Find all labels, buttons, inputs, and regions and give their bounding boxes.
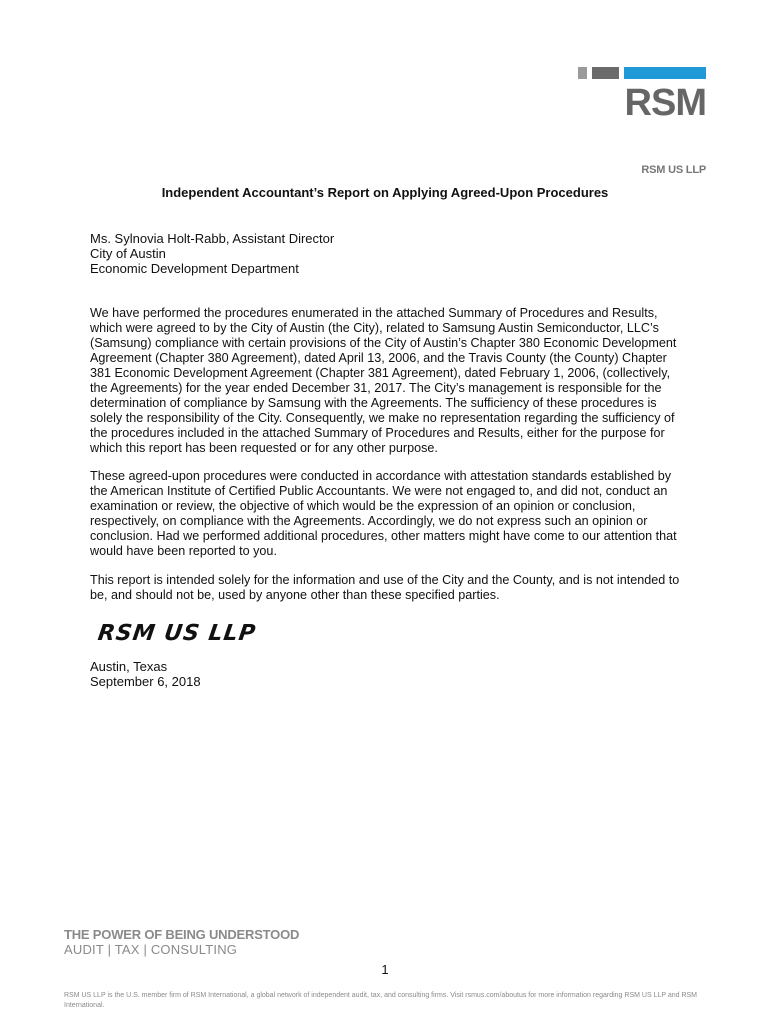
addressee-block	[90, 231, 334, 276]
signing-location: Austin, Texas	[90, 659, 168, 674]
rsm-logo	[578, 67, 706, 125]
logo-bar-dark	[592, 67, 619, 79]
footer-disclaimer: RSM US LLP is the U.S. member firm of RSM International, a global network of independent audit, tax, and consulting firms. Visit rsmus.com/aboutus for more information regarding RSM US LLP and RSM International.	[64, 992, 698, 1009]
logo-bar-light	[578, 67, 587, 79]
logo-text: RSM	[624, 82, 706, 124]
tagline: THE POWER OF BEING UNDERSTOOD	[64, 927, 300, 942]
page-number: 1	[381, 962, 389, 977]
addressee-city: City of Austin	[90, 246, 166, 261]
report-date: September 6, 2018	[90, 674, 201, 689]
paragraph-standards: These agreed-upon procedures were conducted in accordance with attestation standards established by the American Institute of Certified Public Accountants. We were not engaged to, and did not, conduct an examination or review, the objective of which would be the expression of an opinion or conclusion, respectively, on compliance with the Agreements. Accordingly, we do not express such an opinion or conclusion. Had we performed additional procedures, other matters might have come to our attention that would have been reported to you.	[90, 469, 677, 558]
firm-name: RSM US LLP	[641, 164, 706, 176]
paragraph-procedures: We have performed the procedures enumerated in the attached Summary of Procedures and Results, which were agreed to by the City of Austin (the City), related to Samsung Austin Semiconductor, LLC’s (Samsung) compliance with certain provisions of the City of Austin’s Chapter 380 Economic Development Agreement (Chapter 380 Agreement), dated April 13, 2006, and the Travis County (the County) Chapter 381 Economic Development Agreement (Chapter 381 Agreement), dated February 1, 2006, (collectively, the Agreements) for the year ended December 31, 2017. The City’s management is responsible for the determination of compliance by Samsung with the Agreements. The sufficiency of these procedures is solely the responsibility of the City. Consequently, we make no representation regarding the sufficiency of the procedures included in the attached Summary of Procedures and Results, either for the purpose for which this report has been requested or for any other purpose.	[90, 306, 677, 455]
addressee-department: Economic Development Department	[90, 261, 299, 276]
logo-bar-blue	[624, 67, 706, 79]
services-line: AUDIT | TAX | CONSULTING	[64, 942, 238, 957]
addressee-name: Ms. Sylnovia Holt-Rabb, Assistant Director	[90, 231, 335, 246]
paragraph-restriction: This report is intended solely for the information and use of the City and the County, and is not intended to be, and should not be, used by anyone other than these specified parties.	[90, 573, 680, 602]
report-title: Independent Accountant’s Report on Applying Agreed-Upon Procedures	[161, 185, 609, 200]
signature: RSM US LLP	[96, 621, 258, 646]
signing-block	[90, 659, 201, 689]
